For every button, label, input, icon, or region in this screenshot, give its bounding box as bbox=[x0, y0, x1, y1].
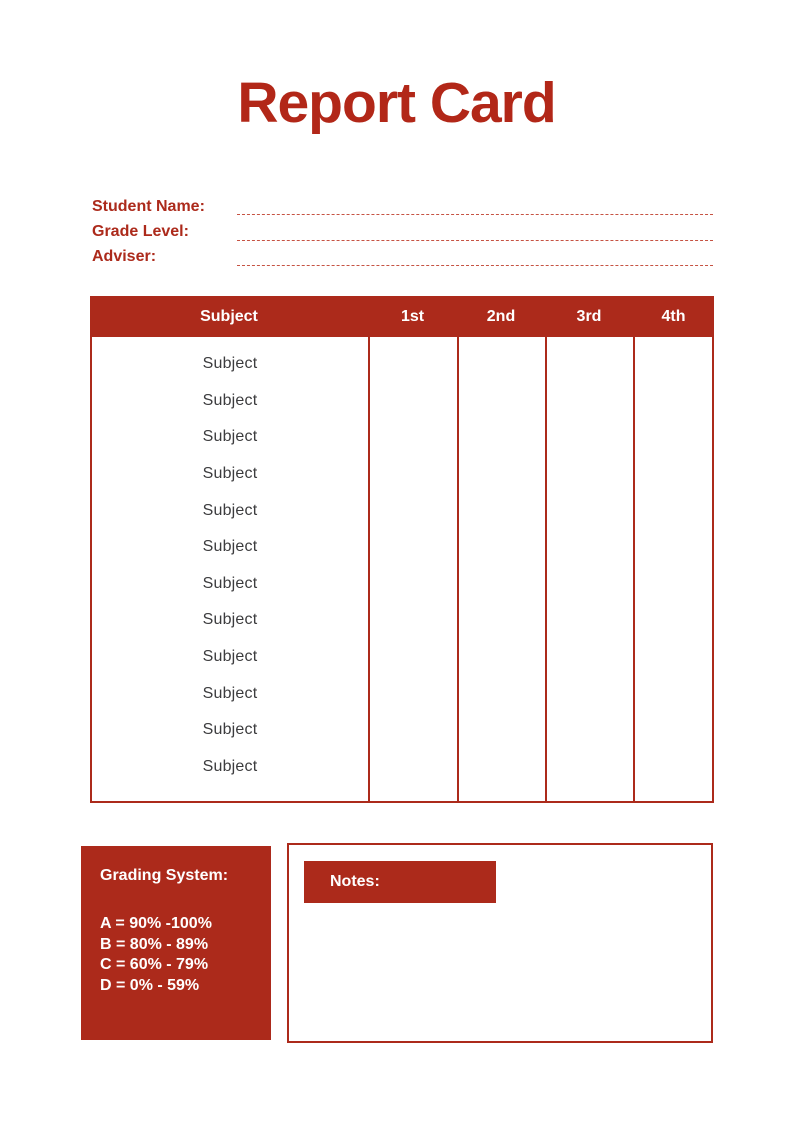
grading-scale-list bbox=[100, 914, 261, 996]
grade-cell-3rd[interactable] bbox=[545, 749, 633, 786]
grade-cell-1st[interactable] bbox=[368, 639, 457, 676]
grade-cell-4th[interactable] bbox=[633, 602, 712, 639]
grade-level-label: Grade Level: bbox=[92, 223, 189, 241]
subject-cell: Subject bbox=[202, 611, 258, 629]
grade-cell-4th[interactable] bbox=[633, 749, 712, 786]
grade-cell-3rd[interactable] bbox=[545, 346, 633, 383]
grade-cell-2nd[interactable] bbox=[457, 492, 545, 529]
subject-cell: Subject bbox=[202, 684, 258, 702]
subject-cell: Subject bbox=[202, 538, 258, 556]
grade-cell-1st[interactable] bbox=[368, 529, 457, 566]
grading-scale-line: B = 80% - 89% bbox=[100, 935, 209, 953]
grade-cell-3rd[interactable] bbox=[545, 675, 633, 712]
grading-system-box bbox=[81, 846, 271, 1040]
grade-cell-3rd[interactable] bbox=[545, 639, 633, 676]
grading-scale-line: D = 0% - 59% bbox=[100, 976, 200, 994]
grade-cell-2nd[interactable] bbox=[457, 529, 545, 566]
grade-cell-4th[interactable] bbox=[633, 383, 712, 420]
subject-cell: Subject bbox=[202, 391, 258, 409]
grade-cell-3rd[interactable] bbox=[545, 383, 633, 420]
grade-cell-3rd[interactable] bbox=[545, 712, 633, 749]
student-info-section bbox=[92, 194, 713, 270]
grade-cell-2nd[interactable] bbox=[457, 712, 545, 749]
table-row bbox=[92, 639, 712, 676]
table-row bbox=[92, 492, 712, 529]
grade-cell-2nd[interactable] bbox=[457, 602, 545, 639]
grading-scale-line: C = 60% - 79% bbox=[100, 956, 209, 974]
notes-content[interactable] bbox=[304, 907, 699, 1033]
grade-cell-2nd[interactable] bbox=[457, 456, 545, 493]
grade-level-row bbox=[92, 219, 713, 244]
grade-level-input-line[interactable] bbox=[237, 240, 713, 241]
header-4th-quarter: 4th bbox=[661, 307, 686, 325]
grade-cell-3rd[interactable] bbox=[545, 566, 633, 603]
grade-cell-4th[interactable] bbox=[633, 675, 712, 712]
table-row bbox=[92, 749, 712, 786]
grade-cell-1st[interactable] bbox=[368, 383, 457, 420]
grade-cell-4th[interactable] bbox=[633, 492, 712, 529]
page-title: Report Card bbox=[237, 71, 556, 135]
table-row bbox=[92, 675, 712, 712]
grade-cell-4th[interactable] bbox=[633, 346, 712, 383]
grade-cell-1st[interactable] bbox=[368, 566, 457, 603]
notes-tab bbox=[304, 861, 496, 903]
grade-cell-4th[interactable] bbox=[633, 566, 712, 603]
subject-cell: Subject bbox=[202, 465, 258, 483]
grade-cell-4th[interactable] bbox=[633, 456, 712, 493]
grade-cell-3rd[interactable] bbox=[545, 419, 633, 456]
grade-cell-1st[interactable] bbox=[368, 712, 457, 749]
grade-cell-4th[interactable] bbox=[633, 529, 712, 566]
student-name-label: Student Name: bbox=[92, 197, 205, 215]
table-row bbox=[92, 602, 712, 639]
table-row bbox=[92, 346, 712, 383]
subject-cell: Subject bbox=[202, 757, 258, 775]
table-row bbox=[92, 383, 712, 420]
grades-table bbox=[90, 296, 714, 803]
grade-cell-1st[interactable] bbox=[368, 419, 457, 456]
table-row bbox=[92, 566, 712, 603]
notes-box bbox=[287, 843, 713, 1043]
header-3rd-quarter: 3rd bbox=[576, 307, 602, 325]
grade-cell-1st[interactable] bbox=[368, 456, 457, 493]
grade-cell-3rd[interactable] bbox=[545, 456, 633, 493]
grade-cell-2nd[interactable] bbox=[457, 419, 545, 456]
grade-cell-4th[interactable] bbox=[633, 712, 712, 749]
subject-cell: Subject bbox=[202, 721, 258, 739]
header-subject: Subject bbox=[200, 307, 258, 325]
grade-cell-2nd[interactable] bbox=[457, 639, 545, 676]
grade-cell-2nd[interactable] bbox=[457, 383, 545, 420]
grade-cell-3rd[interactable] bbox=[545, 602, 633, 639]
grade-cell-1st[interactable] bbox=[368, 492, 457, 529]
subject-cell: Subject bbox=[202, 574, 258, 592]
notes-label: Notes: bbox=[330, 873, 380, 890]
header-1st-quarter: 1st bbox=[400, 307, 425, 325]
adviser-label: Adviser: bbox=[92, 248, 157, 266]
grade-cell-2nd[interactable] bbox=[457, 566, 545, 603]
grade-cell-2nd[interactable] bbox=[457, 749, 545, 786]
table-row bbox=[92, 456, 712, 493]
grade-cell-2nd[interactable] bbox=[457, 346, 545, 383]
student-name-input-line[interactable] bbox=[237, 214, 713, 215]
student-name-row bbox=[92, 194, 713, 219]
table-row bbox=[92, 529, 712, 566]
header-2nd-quarter: 2nd bbox=[486, 307, 516, 325]
grades-table-header bbox=[90, 296, 714, 337]
subject-cell: Subject bbox=[202, 501, 258, 519]
grade-cell-3rd[interactable] bbox=[545, 529, 633, 566]
adviser-input-line[interactable] bbox=[237, 265, 713, 266]
grade-cell-1st[interactable] bbox=[368, 675, 457, 712]
grades-table-body bbox=[90, 337, 714, 803]
grade-cell-3rd[interactable] bbox=[545, 492, 633, 529]
adviser-row bbox=[92, 245, 713, 270]
table-row bbox=[92, 712, 712, 749]
table-row bbox=[92, 419, 712, 456]
grade-cell-4th[interactable] bbox=[633, 639, 712, 676]
grading-system-title: Grading System: bbox=[100, 867, 229, 884]
subject-cell: Subject bbox=[202, 428, 258, 446]
grade-cell-1st[interactable] bbox=[368, 602, 457, 639]
grades-table-rows bbox=[92, 346, 712, 785]
grade-cell-1st[interactable] bbox=[368, 346, 457, 383]
subject-cell: Subject bbox=[202, 648, 258, 666]
grading-scale-line: A = 90% -100% bbox=[100, 915, 212, 932]
subject-cell: Subject bbox=[202, 355, 258, 373]
grade-cell-2nd[interactable] bbox=[457, 675, 545, 712]
grade-cell-1st[interactable] bbox=[368, 749, 457, 786]
grade-cell-4th[interactable] bbox=[633, 419, 712, 456]
